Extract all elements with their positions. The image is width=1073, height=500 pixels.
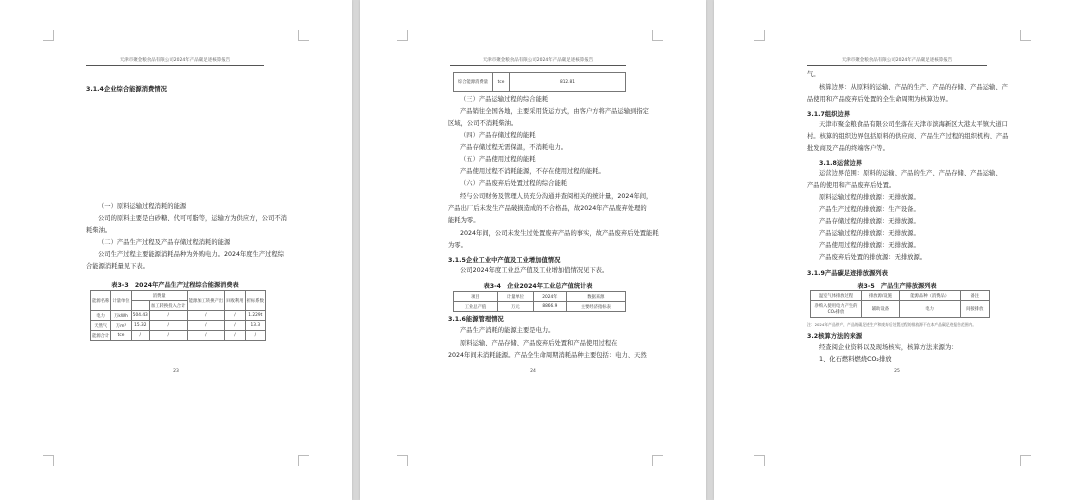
- section-heading: 3.1.6能源管理情况: [448, 316, 504, 323]
- table-cell: 812.81: [510, 73, 626, 92]
- table-header-cell: 2024年: [534, 292, 567, 302]
- table-header-cell: 消费量: [131, 291, 187, 301]
- table-cell: 13.3: [245, 321, 265, 331]
- table-header-cell: 备注: [960, 291, 989, 301]
- table-header-cell: 能源品种（消费品）: [899, 291, 960, 301]
- paragraph-line: 运营边界范围：原料的运输、产品的生产、产品存储、产品运输、: [819, 170, 1002, 177]
- paragraph-line: 批发商及产品的终端客户等。: [807, 145, 889, 152]
- table-cell: 电力: [91, 311, 111, 321]
- table-cell: tce: [493, 73, 510, 92]
- emission-source-table: [810, 290, 990, 318]
- table-cell: /: [187, 331, 225, 341]
- table-cell: 8866.9: [534, 302, 567, 312]
- paragraph-line: 气。: [807, 71, 820, 78]
- crop-mark: [298, 30, 309, 41]
- table-cell: 辅助设备: [862, 301, 900, 318]
- table-caption: 表3-4 企业2024年工业总产值统计表: [483, 283, 593, 290]
- table-cell: /: [149, 331, 187, 341]
- section-heading: 3.2核算方法的来源: [807, 333, 863, 340]
- paragraph-line: 耗柴油。: [86, 227, 112, 234]
- crop-mark: [754, 30, 765, 41]
- table-cell: 综合能源消费量: [454, 73, 493, 92]
- paragraph-line: 产品生产消耗的能源主要是电力。: [460, 327, 555, 334]
- page-number: 24: [530, 369, 536, 374]
- crop-mark: [298, 455, 309, 466]
- document-page-23: [0, 0, 352, 500]
- crop-mark: [754, 455, 765, 466]
- table-row: [811, 301, 990, 318]
- table-cell: tce: [111, 331, 131, 341]
- table-cell: 万元: [497, 302, 533, 312]
- table-caption: 表3-5 产品生产排放源列表: [857, 283, 937, 290]
- table-header-cell: 能源名称: [91, 291, 111, 311]
- table-caption: 表3-3 2024年产品生产过程综合能源消费表: [111, 282, 239, 289]
- crop-mark: [397, 30, 408, 41]
- page-number: 23: [173, 369, 179, 374]
- paragraph-line: 产品生产过程的排放源：生产设备。: [819, 206, 920, 213]
- table-cell: /: [225, 311, 245, 321]
- table-header-cell: 温室气体排放过程: [811, 291, 862, 301]
- paragraph-line: 原料运输过程的排放源：无排放源。: [819, 194, 920, 201]
- paragraph-line: 经与公司财务及管理人员充分沟通并查阅相关的统计量，2024年间，: [460, 193, 653, 200]
- paragraph-line: 原料运输、产品存储、产品废弃后处置和产品使用过程在: [460, 340, 618, 347]
- paragraph-line: 产品的使用和产品废弃后处置。: [807, 182, 896, 189]
- section-heading: 3.1.4企业综合能源消费情况: [86, 86, 167, 93]
- table-header-cell: [131, 301, 149, 311]
- table-row: [91, 331, 266, 341]
- paragraph-line: 天津市聚金粮食品有限公司坐落在天津市滨海新区大港太平镇大道口: [819, 121, 1008, 128]
- table-row: [811, 291, 990, 301]
- table-cell: 主要经济指标表: [566, 302, 625, 312]
- table-header-cell: 数据来源: [566, 292, 625, 302]
- table-cell: 504.43: [131, 311, 149, 321]
- paragraph-line: 公司的原料主要是白砂糖、代可可脂等，运输方为供应方，公司不消: [98, 215, 287, 222]
- table-cell: 间接排放: [960, 301, 989, 318]
- table-header-cell: 能源加工转换产出: [187, 291, 225, 311]
- section-heading: 3.1.5企业工业中产值及工业增加值情况: [448, 257, 561, 264]
- page-number: 25: [894, 369, 900, 374]
- paragraph-line: 产品销往全国各地，主要采用货运方式，由客户方将产品运输到指定: [460, 108, 649, 115]
- paragraph-line: 2024年间未消耗能源。产品全生命周期消耗品种主要包括：电力、天然: [448, 352, 647, 359]
- page-header: 天津市聚金粮食品有限公司2024年产品碳足迹核算报告: [450, 57, 626, 66]
- page-header: 天津市聚金粮食品有限公司2024年产品碳足迹核算报告: [86, 57, 264, 66]
- table-header-cell: 排放源/设施: [862, 291, 900, 301]
- table-cell: 万kWh: [111, 311, 131, 321]
- paragraph-line: 品使用和产品废弃后处置的全生命周期为核算边界。: [807, 96, 952, 103]
- document-page-25: [714, 0, 1073, 500]
- paragraph-line: 核算边界：从原料的运输、产品的生产、产品的存储、产品运输、产: [819, 84, 1008, 91]
- paragraph-line: 合能源消耗量见下表。: [86, 263, 149, 270]
- table-header-cell: 加工转换投入合计: [149, 301, 187, 311]
- paragraph-line: 产品使用过程的排放源：无排放源。: [819, 242, 920, 249]
- paragraph-line: 产品废弃后处置的排放源：无排放源。: [819, 254, 927, 261]
- table-cell: /: [245, 331, 265, 341]
- table-cell: /: [131, 331, 149, 341]
- paragraph-line: （一）原料运输过程消耗的能源: [98, 203, 187, 210]
- table-header-cell: 计量单位: [111, 291, 131, 311]
- paragraph-line: 能耗为零。: [448, 217, 480, 224]
- paragraph-line: 产品运输过程的排放源：无排放源。: [819, 230, 920, 237]
- table-cell: 电力: [899, 301, 960, 318]
- table-header-cell: 折标系数: [245, 291, 265, 311]
- table-row: [454, 292, 626, 302]
- energy-consumption-table: [90, 290, 266, 341]
- paragraph-line: 1、化石燃料燃烧CO₂排放: [819, 356, 892, 363]
- table-header-cell: 计量单位: [497, 292, 533, 302]
- paragraph-line: （四）产品存储过程的能耗: [460, 132, 536, 139]
- paragraph-line: （二）产品生产过程及产品存储过程消耗的能源: [98, 239, 231, 246]
- paragraph-line: 2024年间，公司未发生过处置废弃产品的事实，故产品废弃后处置能耗: [460, 230, 659, 237]
- output-value-table: [453, 291, 626, 312]
- table-row: [454, 302, 626, 312]
- table-cell: /: [187, 311, 225, 321]
- table-cell: 工业总产值: [454, 302, 498, 312]
- paragraph-line: 产品使用过程不消耗能源，不存在使用过程的能耗。: [460, 168, 605, 175]
- page-header: 天津市聚金粮食品有限公司2024年产品碳足迹核算报告: [807, 57, 987, 66]
- paragraph-line: 产品存储过程的排放源：无排放源。: [819, 218, 920, 225]
- table-header-cell: 项目: [454, 292, 498, 302]
- paragraph-line: （六）产品废弃后处置过程的综合能耗: [460, 180, 568, 187]
- energy-total-table: [453, 72, 626, 92]
- crop-mark: [1020, 30, 1031, 41]
- crop-mark: [43, 455, 54, 466]
- table-cell: /: [225, 321, 245, 331]
- table-cell: 1.229t: [245, 311, 265, 321]
- table-cell: /: [149, 311, 187, 321]
- paragraph-line: （五）产品使用过程的能耗: [460, 156, 536, 163]
- paragraph-line: 村。核算的组织边界包括原料的供应商、产品生产过程的组织机构、产品: [807, 133, 1009, 140]
- paragraph-line: 产品出厂后未发生产品破损造成的不合格品，故2024年产品废弃处理的: [448, 205, 647, 212]
- table-cell: /: [225, 331, 245, 341]
- paragraph-line: 区域，公司不消耗柴油。: [448, 120, 518, 127]
- crop-mark: [652, 30, 663, 41]
- table-cell: /: [149, 321, 187, 331]
- table-row: [91, 311, 266, 321]
- crop-mark: [652, 455, 663, 466]
- section-heading: 3.1.7组织边界: [807, 111, 851, 118]
- section-heading: 3.1.9产品碳足迹排放源列表: [807, 270, 888, 277]
- crop-mark: [1020, 455, 1031, 466]
- crop-mark: [397, 455, 408, 466]
- table-cell: /: [187, 321, 225, 331]
- paragraph-line: 公司2024年度工业总产值及工业增加值情况见下表。: [460, 267, 609, 274]
- table-cell: 15.32: [131, 321, 149, 331]
- table-row: [91, 321, 266, 331]
- paragraph-line: 公司生产过程主要能源消耗品种为外购电力。2024年度生产过程综: [98, 251, 285, 258]
- paragraph-line: （三）产品运输过程的综合能耗: [460, 96, 549, 103]
- document-page-24: [360, 0, 706, 500]
- table-row: [454, 73, 626, 92]
- paragraph-line: 经查阅企业资料以及现场核实，核算方法来源为：: [819, 344, 958, 351]
- table-header-cell: 回收利用: [225, 291, 245, 311]
- section-heading: 3.1.8运营边界: [819, 160, 863, 167]
- table-cell: 能源合计: [91, 331, 111, 341]
- paragraph-line: 为零。: [448, 242, 467, 249]
- table-cell: 净购入使用电力产生的CO₂排放: [811, 301, 862, 318]
- table-cell: 万m³: [111, 321, 131, 331]
- table-cell: 天然气: [91, 321, 111, 331]
- crop-mark: [43, 30, 54, 41]
- paragraph-line: 产品存储过程无需保温，不消耗电力。: [460, 144, 568, 151]
- table-note: 注：2024年产品停产，产品的碳足迹生产和废弃后处置过程的排放源不在本产品碳足迹报告范围内。: [807, 322, 977, 327]
